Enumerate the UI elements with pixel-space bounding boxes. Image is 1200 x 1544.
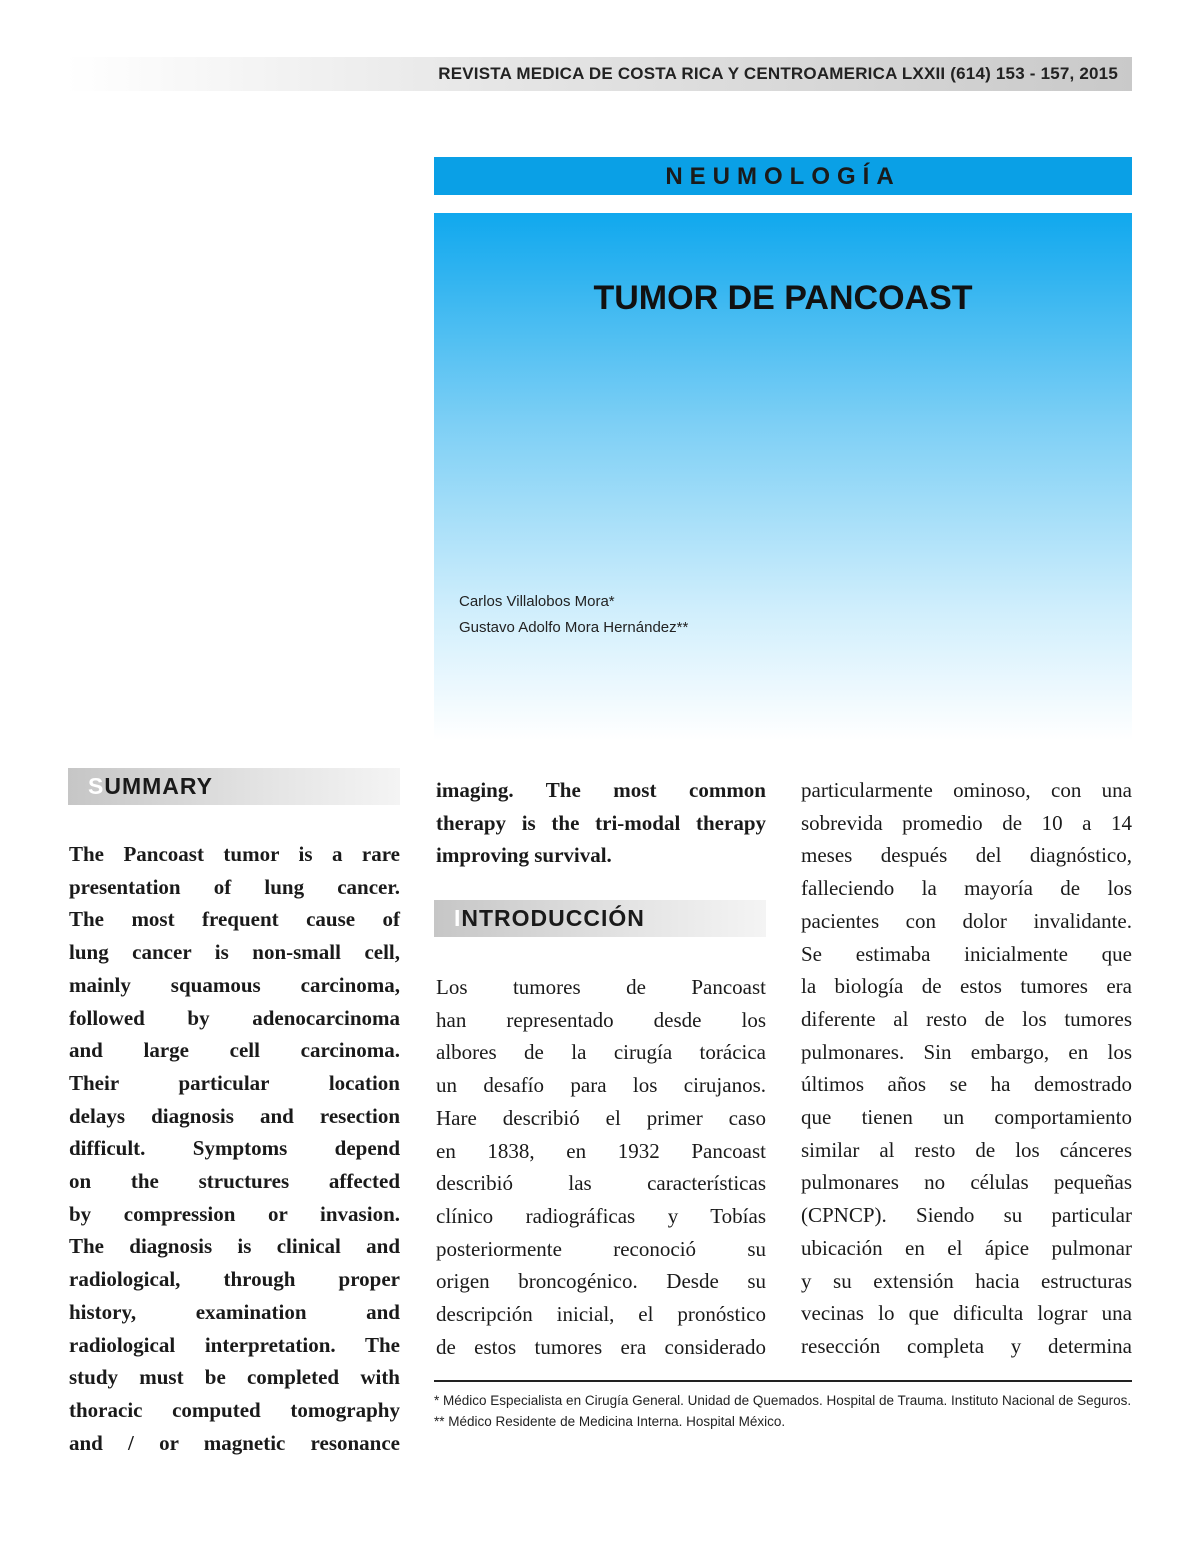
section-title: NEUMOLOGÍA (665, 163, 901, 190)
text-line: and / or magnetic resonance (69, 1430, 400, 1455)
author-list (459, 589, 688, 641)
title-block (434, 213, 1132, 740)
text-line: pulmonares no células pequeñas (801, 1170, 1132, 1195)
text-line: mainly squamous carcinoma, (69, 972, 400, 997)
author: Gustavo Adolfo Mora Hernández** (459, 619, 689, 636)
text-line: by compression or invasion. (69, 1201, 400, 1226)
text-line: y su extensión hacia estructuras (801, 1268, 1132, 1293)
text-line: improving survival. (436, 843, 612, 868)
footnotes (434, 1390, 1132, 1432)
article-title: TUMOR DE PANCOAST (593, 279, 973, 317)
text-line: thoracic computed tomography (69, 1397, 400, 1422)
text-line: resección completa y determina (801, 1333, 1132, 1358)
text-line: presentation of lung cancer. (69, 874, 400, 899)
text-line: The diagnosis is clinical and (69, 1234, 400, 1259)
text-line: ubicación en el ápice pulmonar (801, 1235, 1132, 1260)
summary-text (69, 838, 400, 1459)
text-line: lung cancer is non-small cell, (69, 940, 400, 965)
introduction-text-col2 (801, 774, 1132, 1363)
text-line: en 1838, en 1932 Pancoast (436, 1138, 766, 1163)
text-line: clínico radiográficas y Tobías (436, 1203, 766, 1228)
text-line: han representado desde los (436, 1007, 766, 1032)
journal-header: REVISTA MEDICA DE COSTA RICA Y CENTROAMERICA LXXII (614) 153 - 157, 2015 (438, 64, 1118, 83)
text-line: la biología de estos tumores era (801, 974, 1132, 999)
text-line: Los tumores de Pancoast (436, 975, 766, 999)
text-line: falleciendo la mayoría de los (801, 876, 1132, 901)
text-line: sobrevida promedio de 10 a 14 (801, 810, 1132, 835)
footnote-divider (434, 1380, 1132, 1382)
journal-header-bar (66, 57, 1132, 91)
text-line: imaging. The most common (436, 778, 766, 802)
text-line: difficult. Symptoms depend (69, 1136, 400, 1161)
text-line: meses después del diagnóstico, (801, 843, 1132, 868)
footnote: ** Médico Residente de Medicina Interna. Hospital México. (434, 1414, 786, 1429)
text-line: radiological, through proper (69, 1267, 400, 1292)
text-line: Their particular location (69, 1070, 400, 1095)
author: Carlos Villalobos Mora* (459, 593, 615, 610)
text-line: followed by adenocarcinoma (69, 1005, 400, 1030)
text-line: Se estimaba inicialmente que (801, 941, 1132, 966)
text-line: pulmonares. Sin embargo, en los (801, 1039, 1132, 1064)
text-line: and large cell carcinoma. (69, 1038, 400, 1063)
summary-heading: SUMMARY (68, 768, 400, 805)
footnote: * Médico Especialista en Cirugía General. Unidad de Quemados. Hospital de Trauma. Instituto Nacional de Seguros. (434, 1393, 1132, 1408)
text-line: radiological interpretation. The (69, 1332, 400, 1357)
text-line: Hare describió el primer caso (436, 1105, 766, 1130)
text-line: diferente al resto de los tumores (801, 1006, 1132, 1031)
introduction-heading: INTRODUCCIÓN (434, 900, 766, 937)
text-line: therapy is the tri-modal therapy (436, 810, 766, 835)
text-line: study must be completed with (69, 1365, 400, 1390)
text-line: origen broncogénico. Desde su (436, 1269, 766, 1294)
section-banner (434, 157, 1132, 195)
text-line: particularmente ominoso, con una (801, 778, 1132, 802)
summary-text-continued (436, 774, 766, 872)
text-line: on the structures affected (69, 1169, 400, 1194)
text-line: delays diagnosis and resection (69, 1103, 400, 1128)
text-line: descripción inicial, el pronóstico (436, 1302, 766, 1327)
text-line: vecinas lo que dificulta lograr una (801, 1301, 1132, 1326)
text-line: (CPNCP). Siendo su particular (801, 1203, 1132, 1228)
text-line: similar al resto de los cánceres (801, 1137, 1132, 1162)
introduction-text-col1 (436, 971, 766, 1363)
text-line: pacientes con dolor invalidante. (801, 908, 1132, 933)
text-line: The Pancoast tumor is a rare (69, 842, 400, 866)
text-line: posteriormente reconoció su (436, 1236, 766, 1261)
text-line: de estos tumores era considerado (436, 1334, 766, 1359)
text-line: The most frequent cause of (69, 907, 400, 932)
text-line: últimos años se ha demostrado (801, 1072, 1132, 1097)
text-line: albores de la cirugía torácica (436, 1040, 766, 1065)
text-line: un desafío para los cirujanos. (436, 1073, 766, 1098)
text-line: describió las características (436, 1171, 766, 1196)
text-line: history, examination and (69, 1299, 400, 1324)
text-line: que tienen un comportamiento (801, 1105, 1132, 1130)
